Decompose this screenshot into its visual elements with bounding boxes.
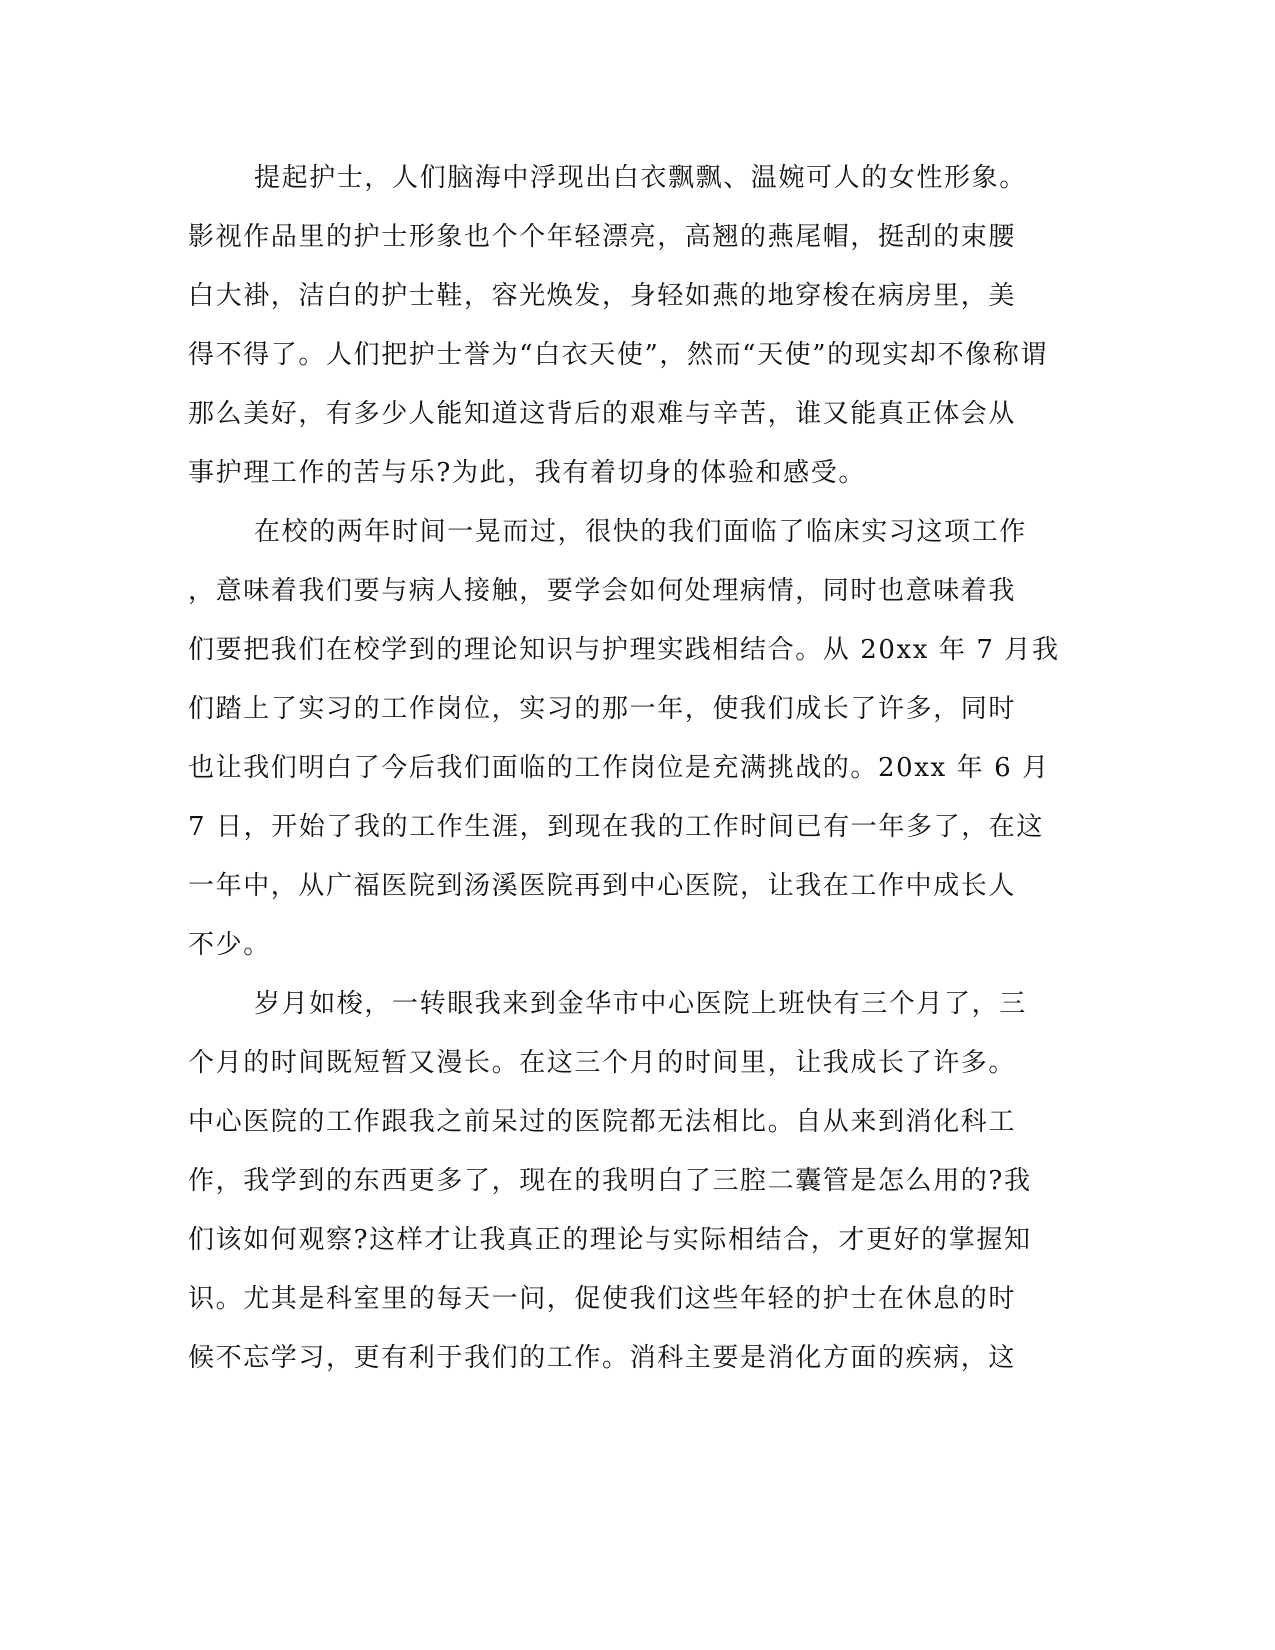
text-line: 那么美好，有多少人能知道这背后的艰难与辛苦，谁又能真正体会从 xyxy=(188,399,1017,429)
text-line: 一年中，从广福医院到汤溪医院再到中心医院，让我在工作中成长人 xyxy=(188,871,1017,901)
text-line: 7 日，开始了我的工作生涯，到现在我的工作时间已有一年多了，在这 xyxy=(188,812,1045,842)
text-line: 得不得了。人们把护士誉为“白衣天使”，然而“天使”的现实却不像称谓 xyxy=(188,340,1048,370)
text-line: 候不忘学习，更有利于我们的工作。消科主要是消化方面的疾病，这 xyxy=(188,1343,1017,1373)
text-line: 们踏上了实习的工作岗位，实习的那一年，使我们成长了许多，同时 xyxy=(188,694,1017,724)
text-line: 作，我学到的东西更多了，现在的我明白了三腔二囊管是怎么用的?我 xyxy=(188,1166,1032,1196)
text-line: 岁月如梭，一转眼我来到金华市中心医院上班快有三个月了，三 xyxy=(254,989,1027,1019)
text-line: 事护理工作的苦与乐?为此，我有着切身的体验和感受。 xyxy=(188,458,866,488)
text-line: 在校的两年时间一晃而过，很快的我们面临了临床实习这项工作 xyxy=(254,517,1027,547)
text-line: 中心医院的工作跟我之前呆过的医院都无法相比。自从来到消化科工 xyxy=(188,1107,1017,1137)
text-line: 不少。 xyxy=(188,930,271,960)
text-line: 个月的时间既短暂又漫长。在这三个月的时间里，让我成长了许多。 xyxy=(188,1048,1017,1078)
text-line: 们该如何观察?这样才让我真正的理论与实际相结合，才更好的掌握知 xyxy=(188,1225,1032,1255)
text-line: 影视作品里的护士形象也个个年轻漂亮，高翘的燕尾帽，挺刮的束腰 xyxy=(188,222,1017,252)
text-line: 识。尤其是科室里的每天一问，促使我们这些年轻的护士在休息的时 xyxy=(188,1284,1017,1314)
text-line: 提起护士，人们脑海中浮现出白衣飘飘、温婉可人的女性形象。 xyxy=(254,163,1027,193)
text-line: 也让我们明白了今后我们面临的工作岗位是充满挑战的。20xx 年 6 月 xyxy=(188,753,1050,783)
text-line: ，意味着我们要与病人接触，要学会如何处理病情，同时也意味着我 xyxy=(188,576,1017,606)
text-line: 白大褂，洁白的护士鞋，容光焕发，身轻如燕的地穿梭在病房里，美 xyxy=(188,281,1017,311)
text-line: 们要把我们在校学到的理论知识与护理实践相结合。从 20xx 年 7 月我 xyxy=(188,635,1060,665)
